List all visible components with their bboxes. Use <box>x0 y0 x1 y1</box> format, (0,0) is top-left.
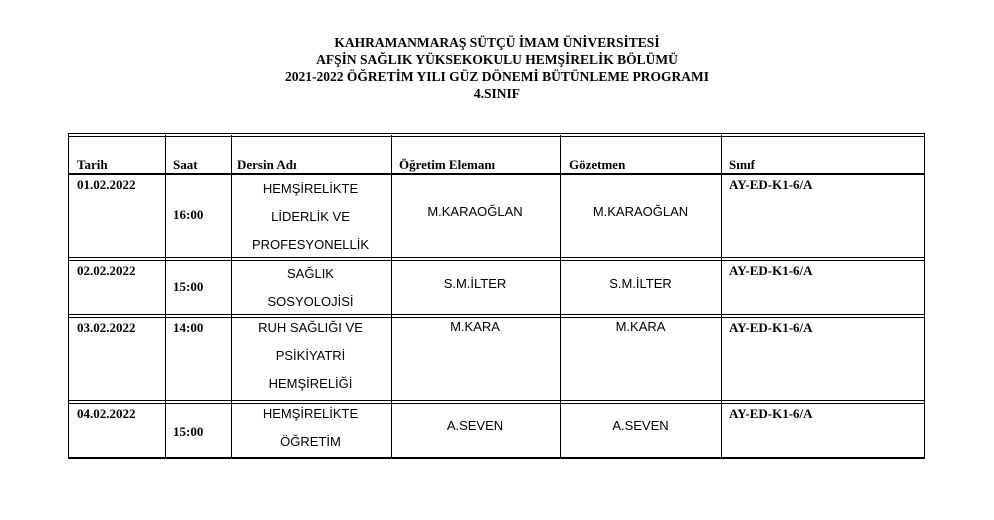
exam-room: AY-ED-K1-6/A <box>729 320 813 335</box>
column-header-room: Sınıf <box>729 157 756 172</box>
column-divider <box>560 135 561 457</box>
exam-date: 03.02.2022 <box>77 320 136 335</box>
column-header-date: Tarih <box>77 157 108 172</box>
exam-room: AY-ED-K1-6/A <box>729 177 813 192</box>
course-name <box>231 400 390 456</box>
course-name-line: HEMŞİRELİKTE <box>262 406 359 421</box>
column-header-course: Dersin Adı <box>237 157 297 172</box>
course-name-line: ÖĞRETİM <box>280 434 341 449</box>
exam-room: AY-ED-K1-6/A <box>729 406 813 421</box>
exam-date: 02.02.2022 <box>77 263 136 278</box>
column-divider <box>165 135 166 457</box>
instructor-name: S.M.İLTER <box>443 276 507 291</box>
exam-date: 01.02.2022 <box>77 177 136 192</box>
table-header-row <box>69 136 924 174</box>
document-header <box>0 34 994 102</box>
exam-time: 14:00 <box>173 320 204 335</box>
course-name-line: PROFESYONELLİK <box>251 237 370 252</box>
instructor-name: M.KARA <box>450 319 500 334</box>
column-header-instructor: Öğretim Elemanı <box>399 157 496 172</box>
program-title: 2021-2022 ÖĞRETİM YILI GÜZ DÖNEMİ BÜTÜNLEME PROGRAMI <box>284 69 710 84</box>
exam-schedule-table <box>68 133 925 459</box>
course-name-line: SOSYOLOJİSİ <box>267 294 354 309</box>
proctor-name: M.KARA <box>615 319 666 334</box>
university-name: KAHRAMANMARAŞ SÜTÇÜ İMAM ÜNİVERSİTESİ <box>334 35 660 50</box>
table-row <box>69 317 924 401</box>
instructor-name: M.KARAOĞLAN <box>427 204 523 219</box>
course-name-line: RUH SAĞLIĞI VE <box>258 320 363 335</box>
column-divider <box>721 135 722 457</box>
course-name <box>231 314 390 398</box>
exam-room: AY-ED-K1-6/A <box>729 263 813 278</box>
course-name <box>231 175 390 259</box>
column-divider <box>231 135 232 457</box>
proctor-name: A.SEVEN <box>612 418 669 433</box>
course-name <box>231 260 390 316</box>
table-row <box>69 260 924 315</box>
department-name: AFŞİN SAĞLIK YÜKSEKOKULU HEMŞİRELİK BÖLÜMÜ <box>316 52 678 67</box>
course-name-line: HEMŞİRELİKTE <box>262 181 359 196</box>
table-row <box>69 174 924 258</box>
column-header-time: Saat <box>173 157 198 172</box>
instructor-name: A.SEVEN <box>446 418 504 433</box>
proctor-name: M.KARAOĞLAN <box>592 204 689 219</box>
course-name-line: HEMŞİRELİĞİ <box>268 376 353 391</box>
table-row <box>69 403 924 458</box>
course-name-line: PSİKİYATRİ <box>275 348 346 363</box>
exam-time: 15:00 <box>173 279 204 294</box>
class-level: 4.SINIF <box>473 86 521 101</box>
exam-time: 16:00 <box>173 207 204 222</box>
column-divider <box>391 135 392 457</box>
column-header-proctor: Gözetmen <box>569 157 626 172</box>
exam-date: 04.02.2022 <box>77 406 136 421</box>
proctor-name: S.M.İLTER <box>609 276 672 291</box>
exam-time: 15:00 <box>173 424 204 439</box>
course-name-line: SAĞLIK <box>287 266 334 281</box>
course-name-line: LİDERLİK VE <box>271 209 350 224</box>
